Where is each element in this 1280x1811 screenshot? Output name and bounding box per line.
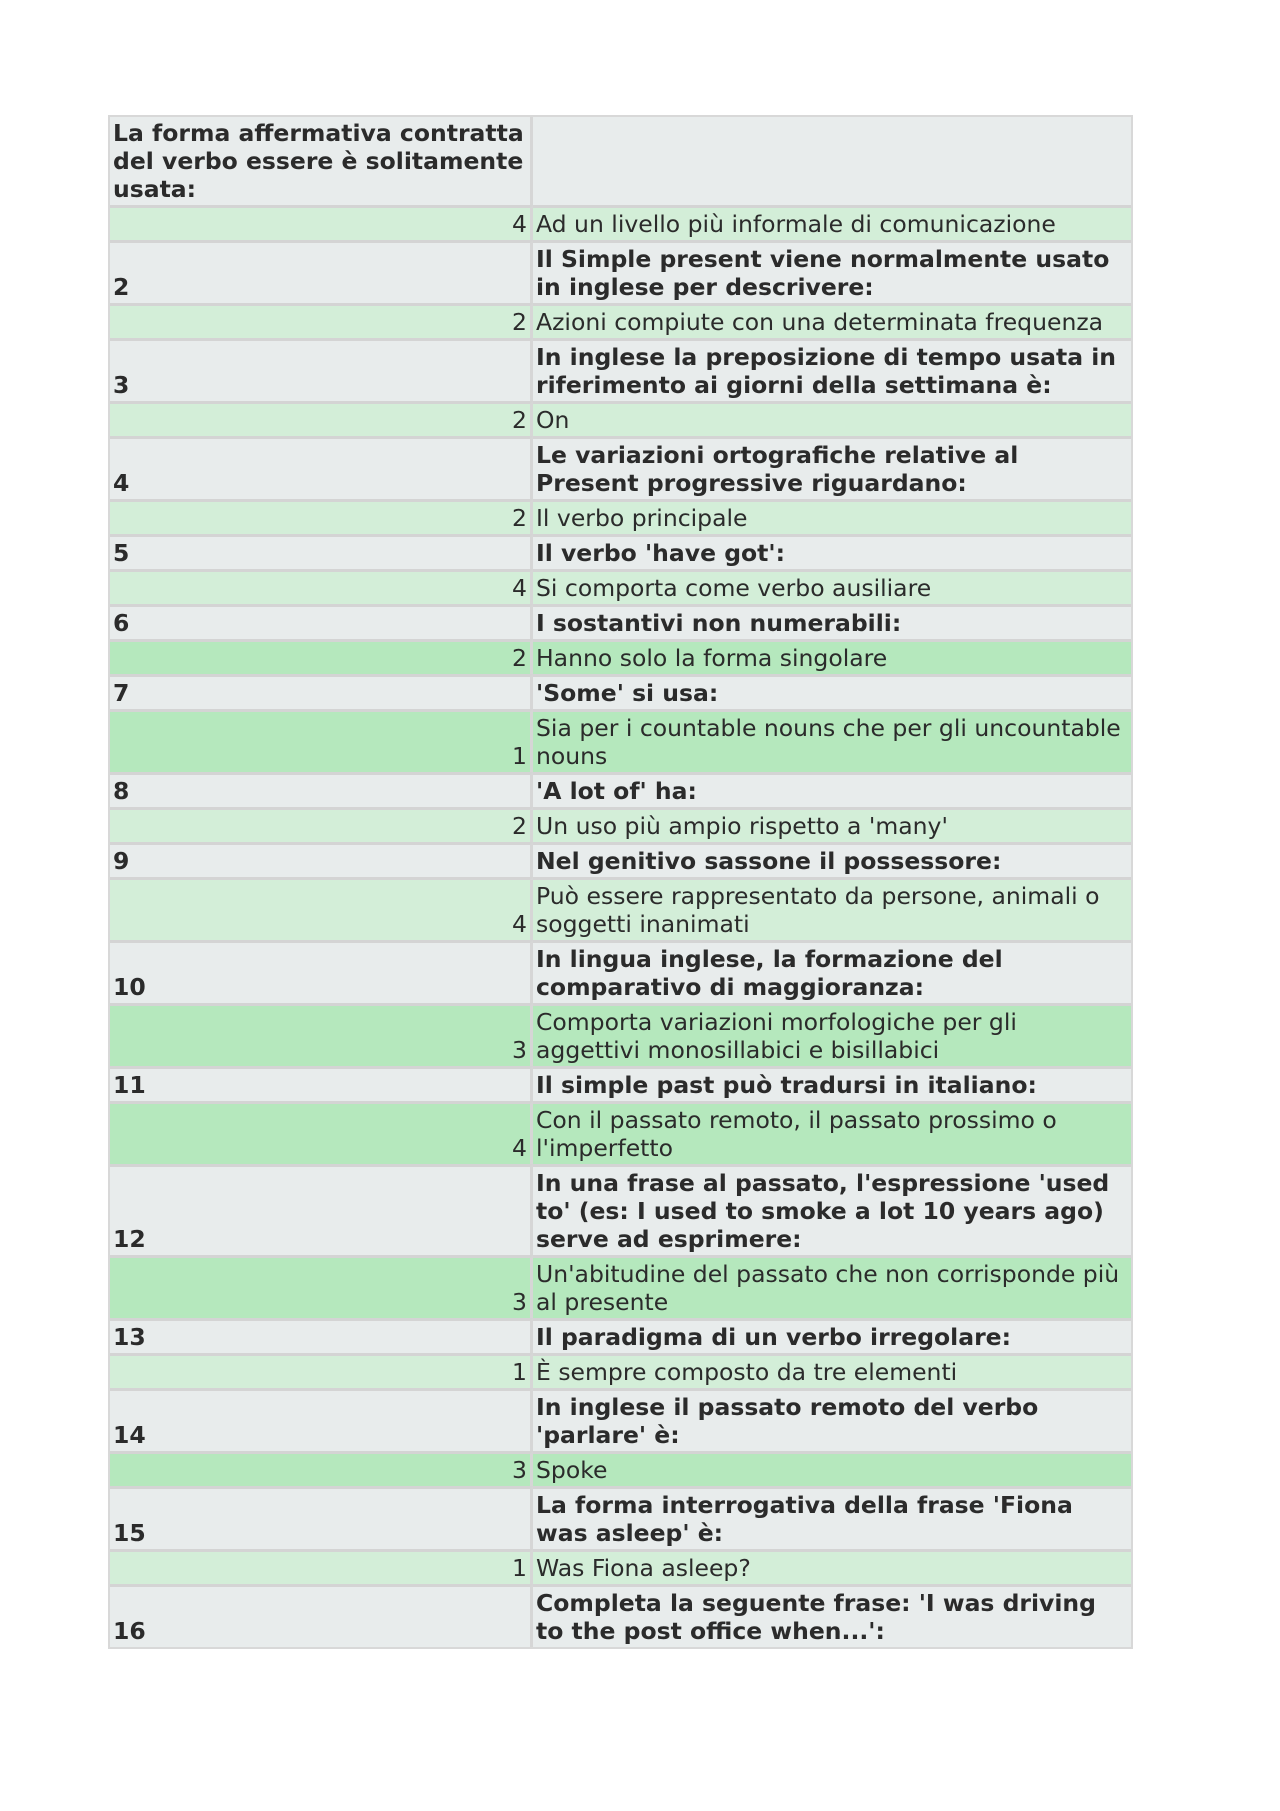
- question-text: I sostantivi non numerabili:: [533, 604, 1131, 639]
- answer-text: Un'abitudine del passato che non corrisponde più al presente: [533, 1255, 1131, 1318]
- answer-text: Può essere rappresentato da persone, animali o soggetti inanimati: [533, 877, 1131, 940]
- question-row: [110, 842, 1131, 877]
- answer-text: Ad un livello più informale di comunicazione: [533, 205, 1131, 240]
- answer-row: [110, 499, 1131, 534]
- question-number: 2: [110, 240, 533, 303]
- question-text: In una frase al passato, l'espressione 'used to' (es: I used to smoke a lot 10 years ago) serve ad esprimere:: [533, 1164, 1131, 1255]
- answer-text: Hanno solo la forma singolare: [533, 639, 1131, 674]
- question-number: 6: [110, 604, 533, 639]
- question-number: 10: [110, 940, 533, 1003]
- answer-number: 4: [110, 205, 533, 240]
- question-row: [110, 1318, 1131, 1353]
- answer-text: Sia per i countable nouns che per gli uncountable nouns: [533, 709, 1131, 772]
- question-row: [110, 674, 1131, 709]
- answer-text: Con il passato remoto, il passato prossimo o l'imperfetto: [533, 1101, 1131, 1164]
- question-number: 9: [110, 842, 533, 877]
- answer-text: Un uso più ampio rispetto a 'many': [533, 807, 1131, 842]
- answer-row: [110, 1101, 1131, 1164]
- question-row: [110, 772, 1131, 807]
- question-text: Le variazioni ortografiche relative al Present progressive riguardano:: [533, 436, 1131, 499]
- question-row: [110, 338, 1131, 401]
- answer-number: 2: [110, 401, 533, 436]
- answer-text: Azioni compiute con una determinata frequenza: [533, 303, 1131, 338]
- question-text: Il simple past può tradursi in italiano:: [533, 1066, 1131, 1101]
- answer-number: 1: [110, 1353, 533, 1388]
- question-row: [110, 940, 1131, 1003]
- intro-question-row: [110, 117, 1131, 205]
- question-text: La forma interrogativa della frase 'Fiona was asleep' è:: [533, 1486, 1131, 1549]
- answer-text: Il verbo principale: [533, 499, 1131, 534]
- question-number: 7: [110, 674, 533, 709]
- question-row: [110, 1066, 1131, 1101]
- answer-number: 4: [110, 877, 533, 940]
- answer-text: Comporta variazioni morfologiche per gli aggettivi monosillabici e bisillabici: [533, 1003, 1131, 1066]
- answer-row: [110, 1255, 1131, 1318]
- answer-number: 2: [110, 639, 533, 674]
- question-text: In lingua inglese, la formazione del comparativo di maggioranza:: [533, 940, 1131, 1003]
- question-row: [110, 1584, 1131, 1647]
- answer-text: On: [533, 401, 1131, 436]
- question-row: [110, 436, 1131, 499]
- question-text: 'A lot of' ha:: [533, 772, 1131, 807]
- question-text: In inglese la preposizione di tempo usata in riferimento ai giorni della settimana è:: [533, 338, 1131, 401]
- question-row: [110, 1486, 1131, 1549]
- question-text: 'Some' si usa:: [533, 674, 1131, 709]
- answer-number: 3: [110, 1003, 533, 1066]
- answer-number: 1: [110, 1549, 533, 1584]
- answer-text: È sempre composto da tre elementi: [533, 1353, 1131, 1388]
- answer-number: 4: [110, 569, 533, 604]
- answer-row: [110, 877, 1131, 940]
- question-number: 13: [110, 1318, 533, 1353]
- question-text: Nel genitivo sassone il possessore:: [533, 842, 1131, 877]
- question-text: Il verbo 'have got':: [533, 534, 1131, 569]
- question-number: 15: [110, 1486, 533, 1549]
- question-row: [110, 604, 1131, 639]
- answer-row: [110, 1353, 1131, 1388]
- intro-question-empty-cell: [533, 117, 1131, 205]
- answer-number: 2: [110, 807, 533, 842]
- question-number: 5: [110, 534, 533, 569]
- quiz-table: [108, 115, 1133, 1649]
- answer-text: Si comporta come verbo ausiliare: [533, 569, 1131, 604]
- answer-row: [110, 639, 1131, 674]
- answer-row: [110, 401, 1131, 436]
- question-row: [110, 534, 1131, 569]
- answer-number: 3: [110, 1255, 533, 1318]
- question-text: Completa la seguente frase: 'I was driving to the post office when...':: [533, 1584, 1131, 1647]
- question-text: In inglese il passato remoto del verbo 'parlare' è:: [533, 1388, 1131, 1451]
- question-number: 3: [110, 338, 533, 401]
- answer-row: [110, 1549, 1131, 1584]
- question-text: Il Simple present viene normalmente usato in inglese per descrivere:: [533, 240, 1131, 303]
- answer-row: [110, 303, 1131, 338]
- question-number: 4: [110, 436, 533, 499]
- answer-number: 2: [110, 499, 533, 534]
- question-row: [110, 240, 1131, 303]
- answer-number: 4: [110, 1101, 533, 1164]
- intro-answer-row: [110, 205, 1131, 240]
- answer-number: 2: [110, 303, 533, 338]
- answer-text: Was Fiona asleep?: [533, 1549, 1131, 1584]
- answer-number: 3: [110, 1451, 533, 1486]
- answer-row: [110, 569, 1131, 604]
- question-number: 16: [110, 1584, 533, 1647]
- question-text: Il paradigma di un verbo irregolare:: [533, 1318, 1131, 1353]
- answer-text: Spoke: [533, 1451, 1131, 1486]
- question-row: [110, 1164, 1131, 1255]
- answer-row: [110, 1003, 1131, 1066]
- question-number: 11: [110, 1066, 533, 1101]
- answer-row: [110, 807, 1131, 842]
- question-number: 14: [110, 1388, 533, 1451]
- answer-number: 1: [110, 709, 533, 772]
- question-number: 12: [110, 1164, 533, 1255]
- answer-row: [110, 1451, 1131, 1486]
- answer-row: [110, 709, 1131, 772]
- question-number: 8: [110, 772, 533, 807]
- intro-question-text: La forma affermativa contratta del verbo essere è solitamente usata:: [110, 117, 533, 205]
- quiz-table-body: [110, 117, 1131, 1647]
- question-row: [110, 1388, 1131, 1451]
